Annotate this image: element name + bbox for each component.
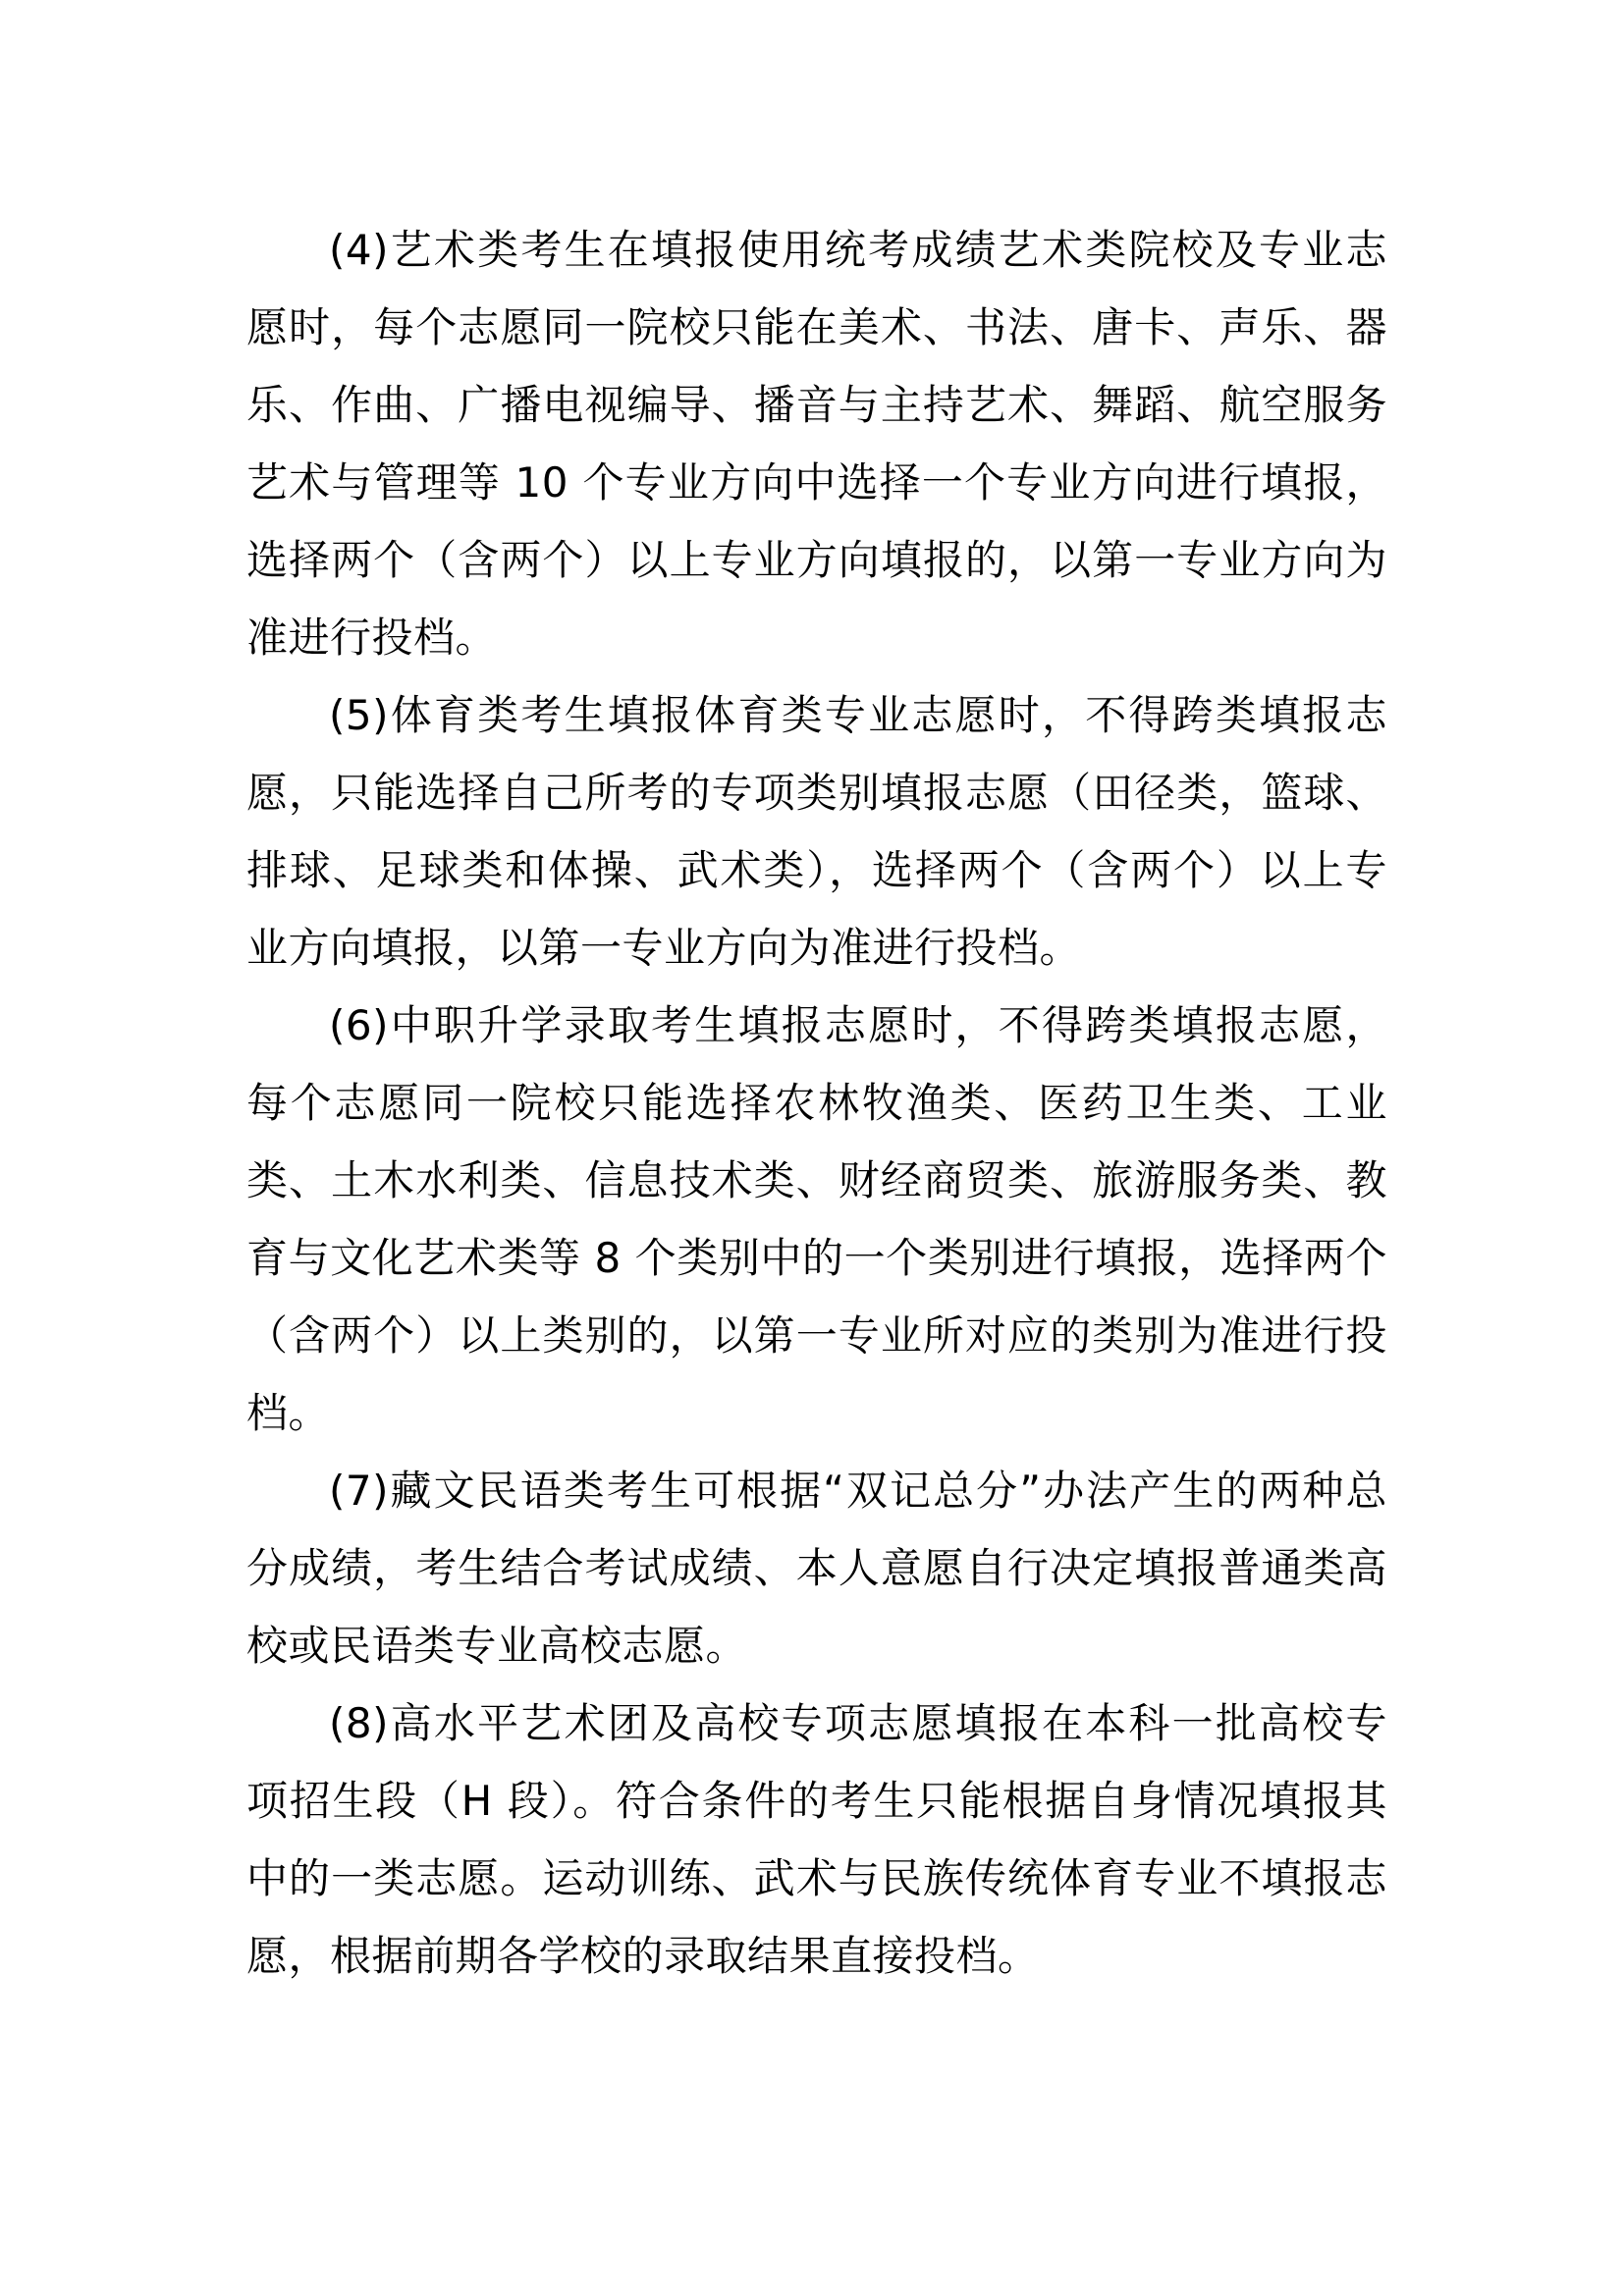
paragraph-sports-students: (5)体育类考生填报体育类专业志愿时，不得跨类填报志愿，只能选择自己所考的专项类别填报志愿（田径类，篮球、排球、足球类和体操、武术类），选择两个（含两个）以上专业方向填报，以第一专业方向为准进行投档。 [246,691,1387,972]
paragraph-high-level-art-troupe: (8)高水平艺术团及高校专项志愿填报在本科一批高校专项招生段（H 段）。符合条件的考生只能根据自身情况填报其中的一类志愿。运动训练、武术与民族传统体育专业不填报志愿，根据前期各学校的录取结果直接投档。 [246,1699,1387,1980]
paragraph-tibetan-language-students: (7)藏文民语类考生可根据“双记总分”办法产生的两种总分成绩，考生结合考试成绩、本人意愿自行决定填报普通类高校或民语类专业高校志愿。 [246,1467,1387,1670]
paragraph-vocational-students: (6)中职升学录取考生填报志愿时，不得跨类填报志愿，每个志愿同一院校只能选择农林牧渔类、医药卫生类、工业类、土木水利类、信息技术类、财经商贸类、旅游服务类、教育与文化艺术类等 8 个类别中的一个类别进行填报，选择两个（含两个）以上类别的，以第一专业所对应的类别为准进行投档。 [246,1001,1387,1437]
document-body [246,211,1387,1995]
paragraph-art-students: (4)艺术类考生在填报使用统考成绩艺术类院校及专业志愿时，每个志愿同一院校只能在美术、书法、唐卡、声乐、器乐、作曲、广播电视编导、播音与主持艺术、舞蹈、航空服务艺术与管理等 10 个专业方向中选择一个专业方向进行填报，选择两个（含两个）以上专业方向填报的，以第一专业方向为准进行投档。 [246,226,1387,662]
